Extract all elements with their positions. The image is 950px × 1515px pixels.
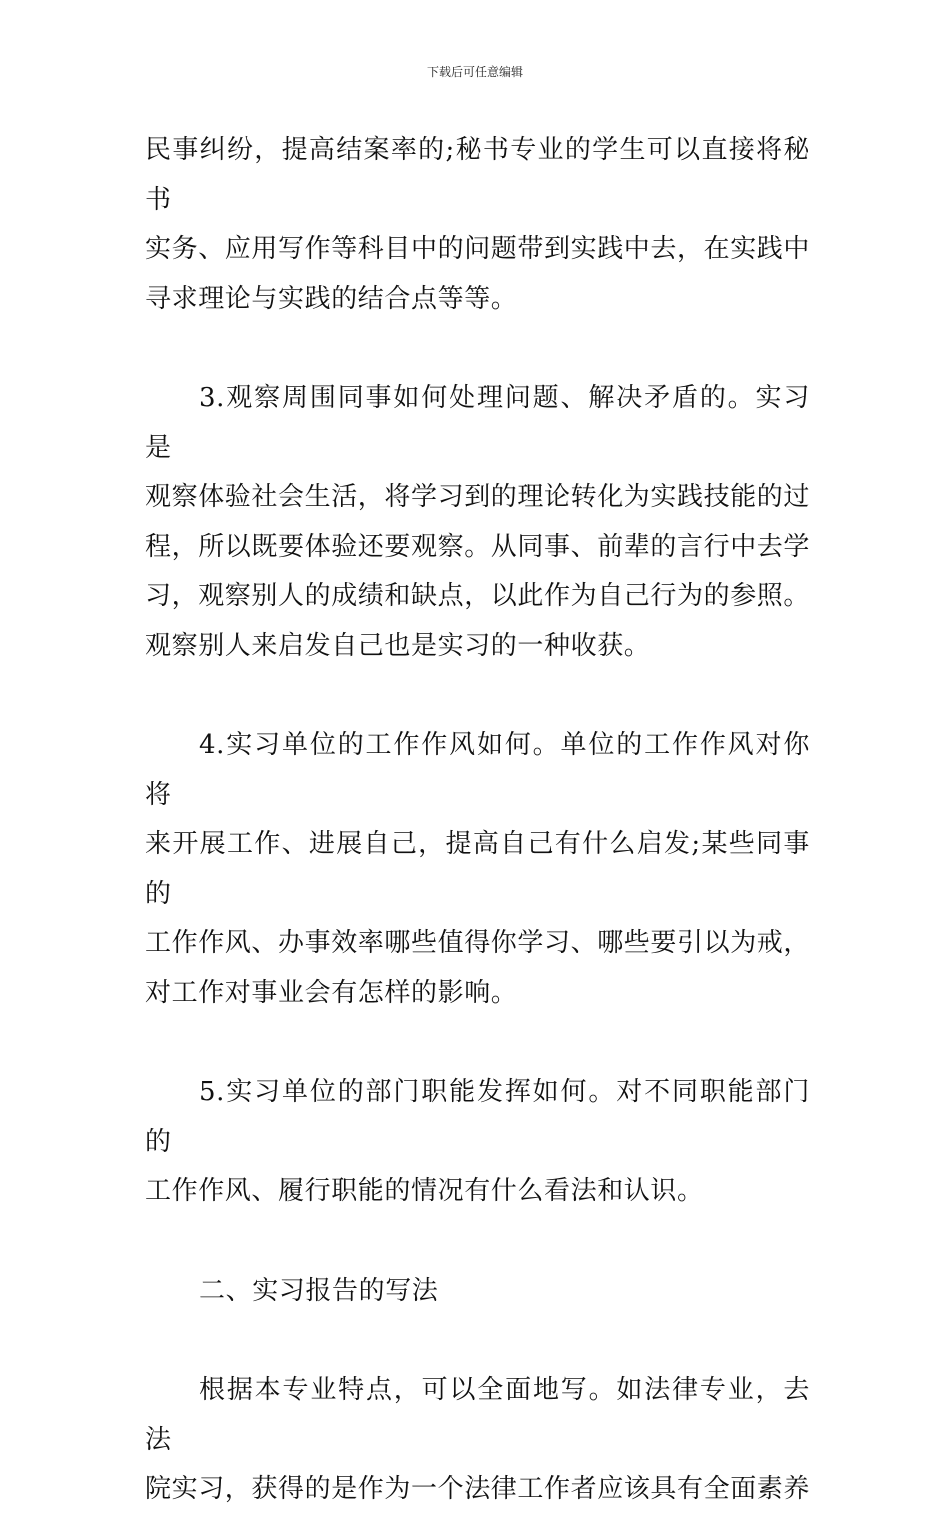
line: 根据本专业特点，可以全面地写。如法律专业，去法: [145, 1375, 810, 1455]
line: 对工作对事业会有怎样的影响。: [145, 977, 518, 1008]
line: 工作作风、履行职能的情况有什么看法和认识。: [145, 1176, 704, 1206]
line: 工作作风、办事效率哪些值得你学习、哪些要引以为戒，: [145, 928, 811, 958]
paragraph-gap: [145, 1316, 810, 1366]
paragraph-3: [145, 721, 810, 1018]
line: 寻求理论与实践的结合点等等。: [145, 283, 518, 314]
line: 民事纠纷，提高结案率的;秘书专业的学生可以直接将秘书: [145, 135, 810, 215]
document-body: [145, 126, 810, 1515]
paragraph-gap: [145, 1217, 810, 1267]
line: 实务、应用写作等科目中的问题带到实践中去，在实践中: [145, 234, 811, 264]
line: 来开展工作、进展自己，提高自己有什么启发;某些同事的: [145, 829, 810, 909]
paragraph-6: [145, 1366, 810, 1515]
header-note: 下载后可任意编辑: [426, 65, 523, 79]
line: 3.观察周围同事如何处理问题、解决矛盾的。实习是: [145, 383, 810, 463]
paragraph-1: [145, 126, 810, 324]
line: 观察别人来启发自己也是实习的一种收获。: [145, 630, 651, 661]
paragraph-gap: [145, 1018, 810, 1068]
line: 院实习，获得的是作为一个法律工作者应该具有全面素养: [145, 1474, 811, 1504]
line: 习，观察别人的成绩和缺点，以此作为自己行为的参照。: [145, 581, 811, 611]
section-heading: [145, 1267, 810, 1317]
paragraph-4: [145, 1068, 810, 1217]
line: 观察体验社会生活，将学习到的理论转化为实践技能的过: [145, 482, 811, 512]
paragraph-gap: [145, 671, 810, 721]
line: 程，所以既要体验还要观察。从同事、前辈的言行中去学: [145, 531, 811, 562]
paragraph-2: [145, 374, 810, 671]
line: 5.实习单位的部门职能发挥如何。对不同职能部门的: [145, 1077, 810, 1157]
paragraph-gap: [145, 324, 810, 374]
line: 二、实习报告的写法: [199, 1275, 439, 1306]
page-header: [0, 64, 950, 80]
line: 4.实习单位的工作作风如何。单位的工作作风对你将: [145, 730, 810, 810]
